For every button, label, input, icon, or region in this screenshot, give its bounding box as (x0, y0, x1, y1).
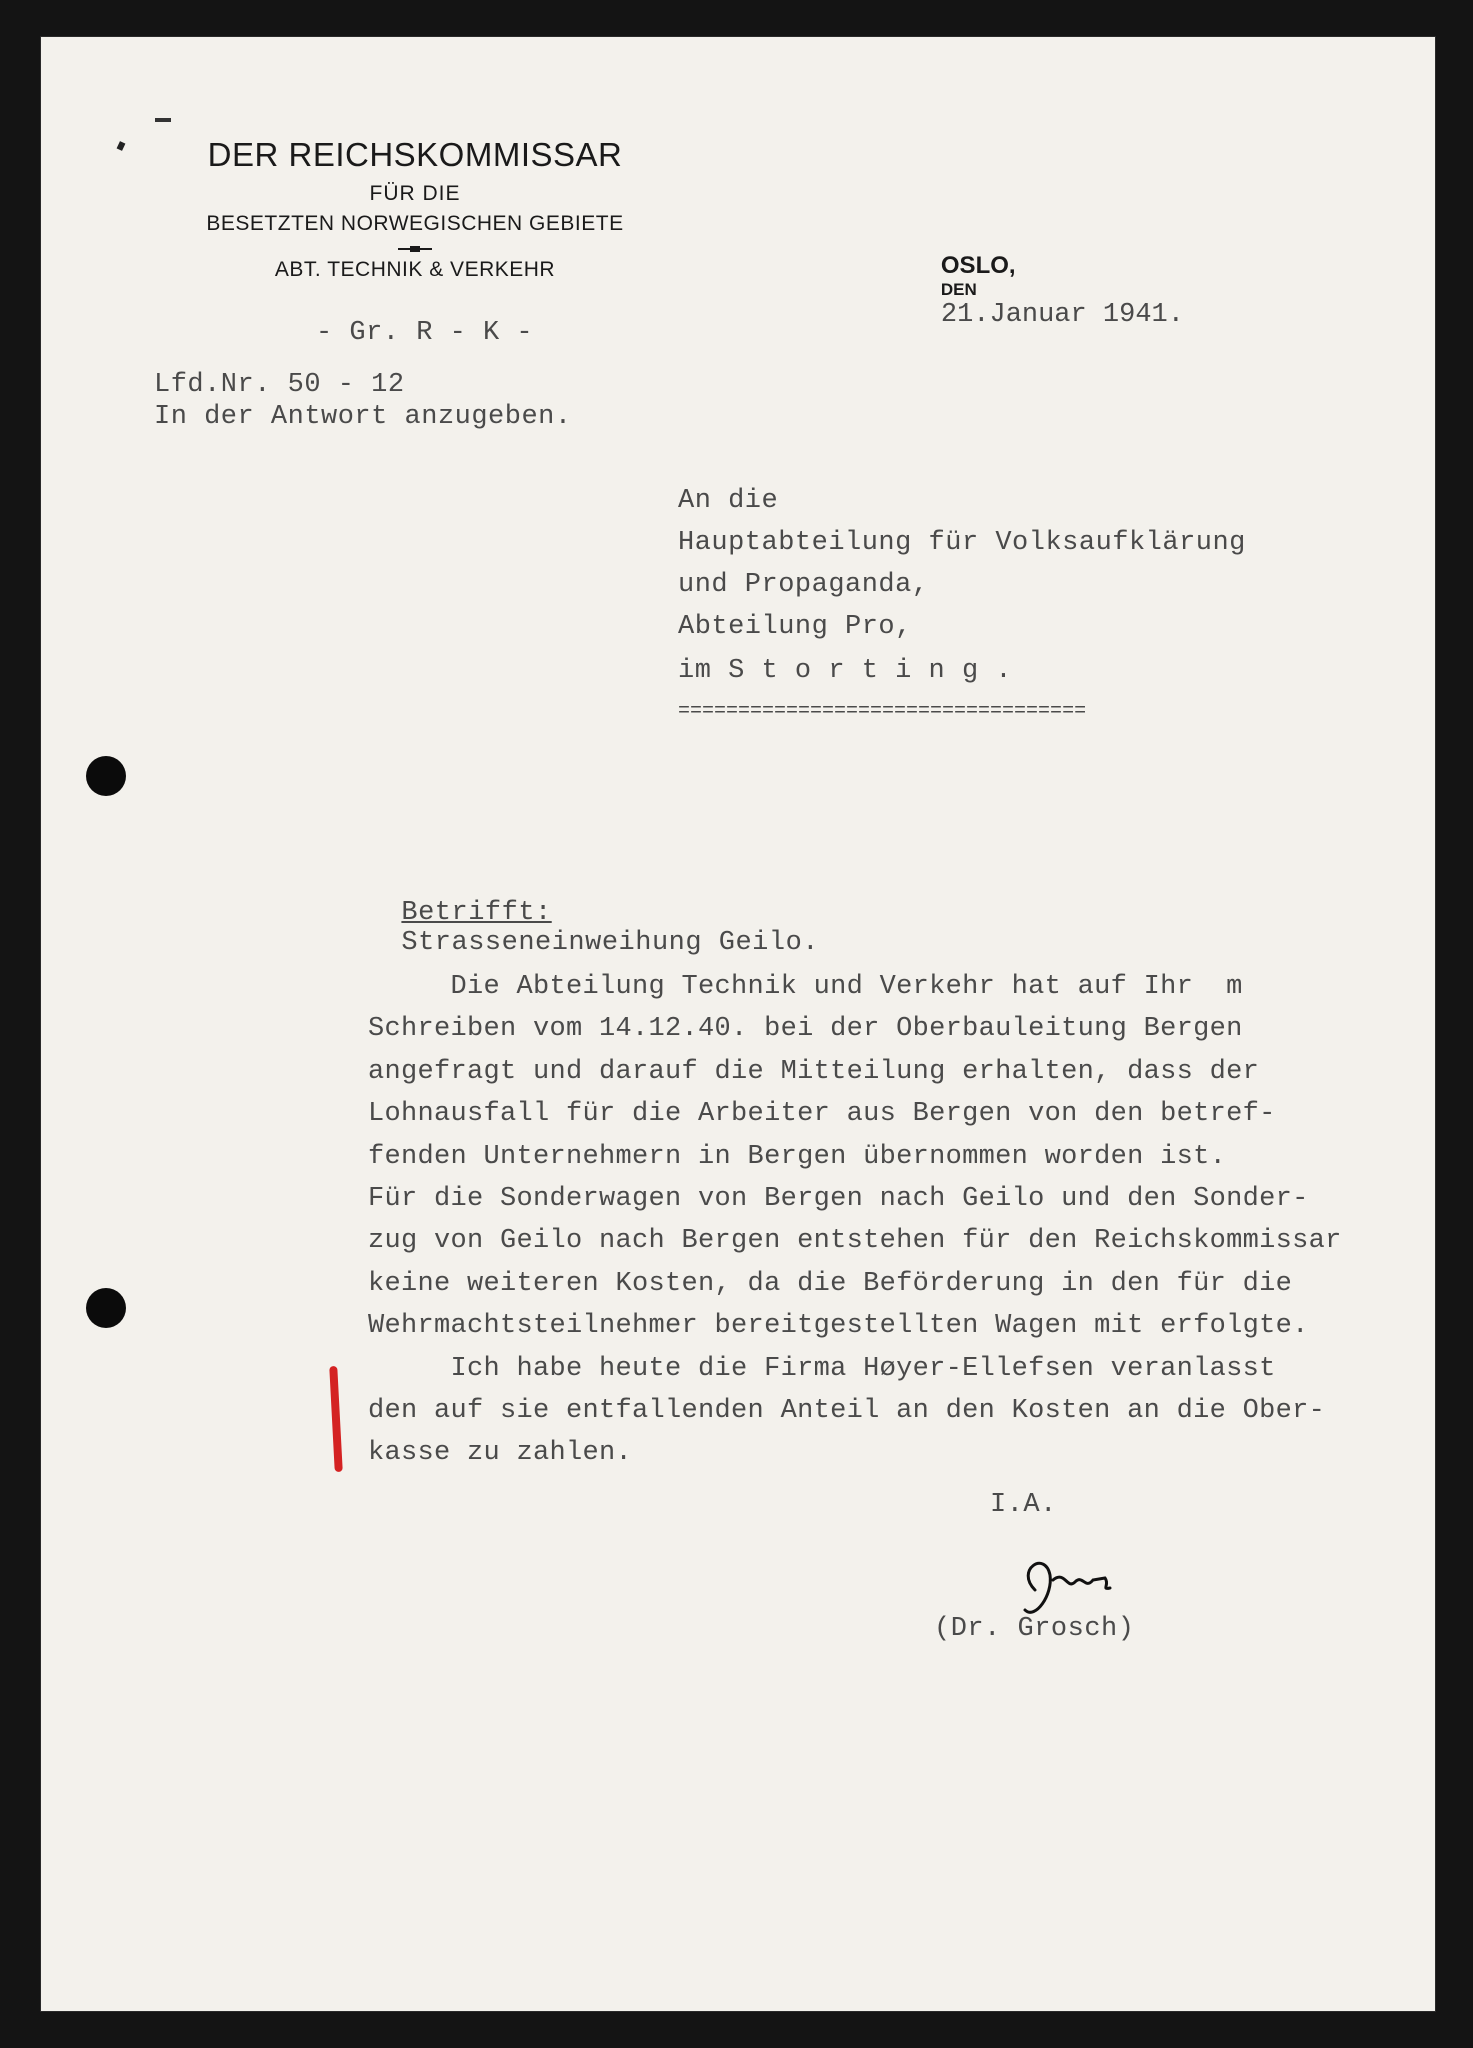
dateline-den: DEN (940, 280, 977, 299)
body-line: Die Abteilung Technik und Verkehr hat auf Ihr m (368, 972, 1243, 1002)
recipient-line: Hauptabteilung für Volksaufklärung (678, 528, 1246, 558)
letterhead-line2: BESETZTEN NORWEGISCHEN GEBIETE (206, 212, 624, 235)
recipient-line: Abteilung Pro, (678, 612, 912, 642)
reference-note: In der Antwort anzugeben. (154, 402, 572, 432)
body-line: Ich habe heute die Firma Høyer-Ellefsen veranlasst (368, 1353, 1276, 1384)
punch-hole-bottom (86, 1288, 126, 1328)
punch-hole-top (86, 756, 126, 796)
dateline (932, 234, 1184, 330)
body-line: den auf sie entfallenden Anteil an den Kosten an die Ober- (368, 1396, 1326, 1427)
letterhead-title: DER REICHSKOMMISSAR (207, 136, 623, 173)
recipient-line: und Propaganda, (678, 570, 929, 600)
reference-code: - Gr. R - K - (316, 318, 534, 348)
dateline-place: OSLO, (940, 252, 1016, 279)
body-line: Lohnausfall für die Arbeiter aus Bergen von den betref- (368, 1099, 1276, 1130)
subject-label: Betrifft: (401, 898, 552, 928)
letterhead-line1: FÜR DIE (369, 182, 461, 205)
recipient-line: An die (678, 486, 779, 516)
letter-body (368, 966, 1342, 1475)
body-line: zug von Geilo nach Bergen entstehen für den Reichskommissar (368, 1226, 1342, 1257)
body-line: keine weiteren Kosten, da die Beförderung in den für die (368, 1268, 1293, 1299)
body-line: Für die Sonderwagen von Bergen nach Geilo und den Sonder- (368, 1184, 1309, 1215)
body-line: Schreiben vom 14.12.40. bei der Oberbauleitung Bergen (368, 1014, 1243, 1045)
letterhead (150, 136, 680, 282)
body-line: angefragt und darauf die Mitteilung erhalten, dass der (368, 1056, 1260, 1087)
reference-number: Lfd.Nr. 50 - 12 (154, 370, 405, 400)
ink-mark (155, 118, 171, 122)
body-line: kasse zu zahlen. (368, 1438, 633, 1469)
body-line: fenden Unternehmern in Bergen übernommen worden ist. (368, 1141, 1227, 1172)
body-line: Wehrmachtsteilnehmer bereitgestellten Wagen mit erfolgte. (368, 1311, 1309, 1342)
closing-name: (Dr. Grosch) (934, 1614, 1135, 1644)
recipient-rule: ================================== (678, 700, 1087, 723)
closing-ia: I.A. (990, 1490, 1057, 1520)
letterhead-divider (398, 248, 432, 250)
subject-text: Strasseneinweihung Geilo. (401, 928, 819, 958)
dateline-date: 21.Januar 1941. (940, 300, 1184, 330)
subject-line (368, 868, 819, 958)
recipient-line: im S t o r t i n g . (678, 656, 1013, 686)
letterhead-department: ABT. TECHNIK & VERKEHR (274, 258, 556, 281)
